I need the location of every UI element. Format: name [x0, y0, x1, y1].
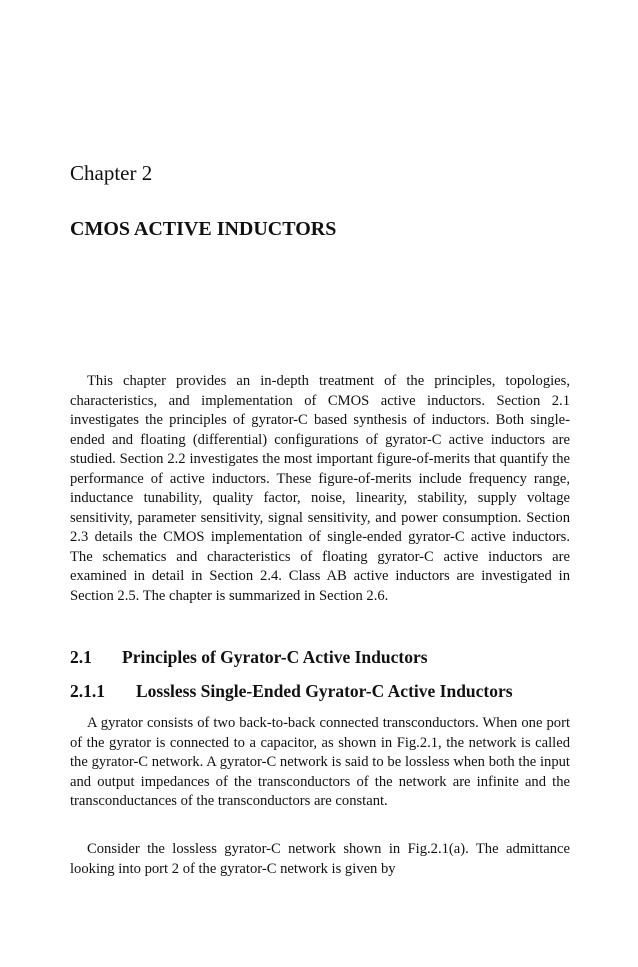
section-title: Principles of Gyrator-C Active Inductors	[122, 647, 428, 667]
intro-paragraph: This chapter provides an in-depth treatment of the principles, topologies, characteristics, and implementation of CMOS active inductors. Section 2.1 investigates the principles of gyrator-C based synthesis of inductors. Both single-ended and floating (differential) configurations of gyrator-C active inductors are studied. Section 2.2 investigates the most important figure-of-merits that quantify the performance of active inductors. These figure-of-merits include frequency range, inductance tunability, quality factor, noise, linearity, stability, supply voltage sensitivity, parameter sensitivity, signal sensitivity, and power consumption. Section 2.3 details the CMOS implementation of single-ended gyrator-C active inductors. The schematics and characteristics of floating gyrator-C active inductors are examined in detail in Section 2.4. Class AB active inductors are investigated in Section 2.5. The chapter is summarized in Section 2.6.	[70, 373, 570, 604]
body-paragraph-1: A gyrator consists of two back-to-back connected transconductors. When one port of the gyrator is connected to a capacitor, as shown in Fig.2.1, the network is called the gyrator-C network. A gyrator-C network is said to be lossless when both the input and output impedances of the transconductors of the network are infinite and the transconductances of the transconductors are constant.	[70, 715, 570, 809]
section-number: 2.1	[70, 647, 92, 667]
subsection-heading	[70, 680, 513, 702]
subsection-title: Lossless Single-Ended Gyrator-C Active Inductors	[136, 681, 513, 701]
section-heading	[70, 646, 428, 668]
body-paragraph-2: Consider the lossless gyrator-C network shown in Fig.2.1(a). The admittance looking into port 2 of the gyrator-C network is given by	[70, 841, 570, 877]
chapter-title: CMOS ACTIVE INDUCTORS	[70, 218, 337, 240]
chapter-label: Chapter 2	[70, 161, 153, 185]
subsection-number: 2.1.1	[70, 681, 105, 701]
